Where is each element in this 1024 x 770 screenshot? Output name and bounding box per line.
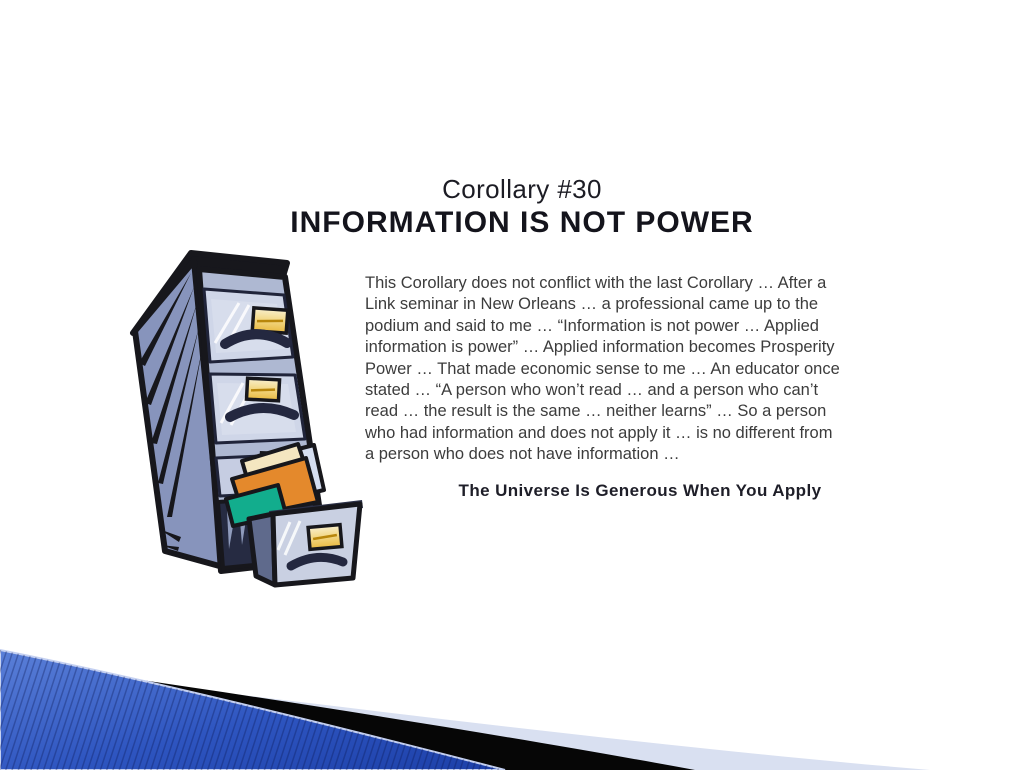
- title-block: [262, 174, 782, 240]
- body-line: Link seminar in New Orleans … a professional came up to the: [365, 295, 819, 314]
- slide-tagline: The Universe Is Generous When You Apply: [458, 481, 822, 500]
- body-line: podium and said to me … “Information is not power … Applied: [365, 316, 819, 335]
- body-line: This Corollary does not conflict with the last Corollary … After a: [365, 274, 827, 292]
- filing-cabinet-illustration: [115, 245, 370, 590]
- body-line: read … the result is the same … neither learns” … So a person: [365, 402, 827, 421]
- body-line: Power … That made economic sense to me … An educator once: [365, 359, 840, 378]
- body-paragraph: [365, 273, 925, 466]
- body-line: information is power” … Applied information becomes Prosperity: [365, 338, 835, 357]
- slide-kicker: Corollary #30: [442, 174, 602, 204]
- body-line: stated … “A person who won’t read … and a person who can’t: [365, 381, 819, 400]
- body-line: who had information and does not apply it … is no different from: [365, 423, 833, 442]
- slide-title: INFORMATION IS NOT POWER: [290, 206, 754, 239]
- bottom-swoosh-decoration: [0, 630, 1024, 770]
- body-line: a person who does not have information …: [365, 445, 680, 464]
